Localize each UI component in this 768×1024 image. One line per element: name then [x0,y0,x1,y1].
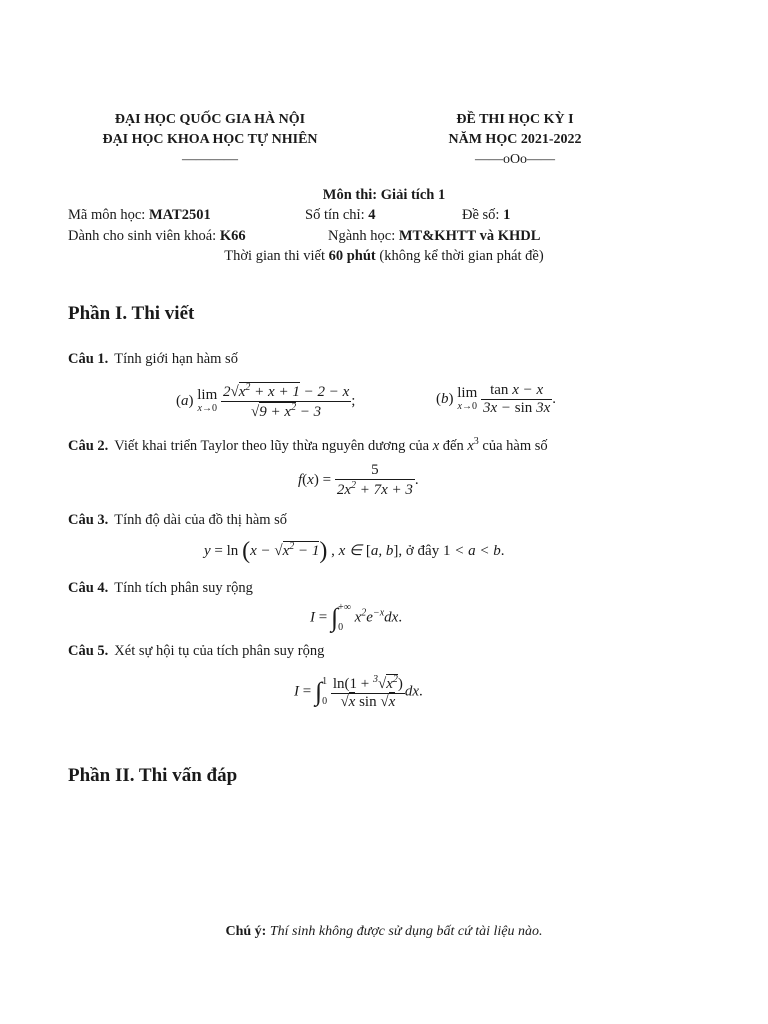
course-code: Mã môn học: MAT2501 [68,207,211,223]
university-name: ĐẠI HỌC QUỐC GIA HÀ NỘI [114,112,306,127]
header-left-rule: ———— [182,152,238,167]
university-header [80,110,340,170]
exam-duration: Thời gian thi viết 60 phút (không kể thời gian phát đề) [224,248,544,264]
question-3: Câu 3. Tính độ dài của đồ thị hàm số [68,512,288,528]
q1-limit-b: (b) lim x→0 $\frac{\text{tan x − x}}{3x - \sin 3x}$ . [436,382,556,416]
question-1: Câu 1. Tính giới hạn hàm số [68,351,238,367]
part2-title: Phần II. Thi vấn đáp [68,765,238,786]
question-4: Câu 4. Tính tích phân suy rộng [68,580,253,596]
q2-function: f(x) = $\frac{5}{2x^2 + 7x + 3}$ . [298,462,419,498]
header-right-rule: ——oOo—— [474,152,556,167]
subject-line: Môn thi: Giải tích 1 [322,187,446,203]
q3-function: $y = \ln (x - √x^2 - 1)$ , x ∈ [a, b], ở đây 1 < a < b. [204,538,505,564]
exam-title: ĐỀ THI HỌC KỲ I [456,112,574,127]
faculty-name: ĐẠI HỌC KHOA HỌC TỰ NHIÊN [102,132,318,147]
question-5: Câu 5. Xét sự hội tụ của tích phân suy rộng [68,643,325,659]
major: Ngành học: MT&KHTT và KHDL [328,228,541,244]
cohort: Dành cho sinh viên khoá: K66 [68,228,246,244]
q4-integral: I = ∫ +∞ 0 $x^2e^{-x}dx$. [310,602,403,633]
q5-integral: I = ∫ 1 0 $\frac{\ln(1 + ^3√x^2)}{\text{√x sin √x}}$ dx. [294,673,423,710]
credits: Số tín chỉ: 4 [305,207,376,223]
q1-limit-a: (a) lim x→0 $\frac{2√x^2 + x + 1 - 2 - x}{√9 + x^2 - 3}$ ; [176,382,356,420]
question-2: Câu 2. Viết khai triển Taylor theo lũy thừa nguyên dương của x đến $x^3$ của hàm số [68,436,548,454]
exam-header [420,110,610,170]
exam-number: Đề số: 1 [462,207,511,223]
academic-year: NĂM HỌC 2021-2022 [448,132,582,147]
part1-title: Phần I. Thi viết [68,303,195,324]
exam-note: Chú ý: Thí sinh không được sử dụng bất cứ tài liệu nào. [225,924,543,939]
